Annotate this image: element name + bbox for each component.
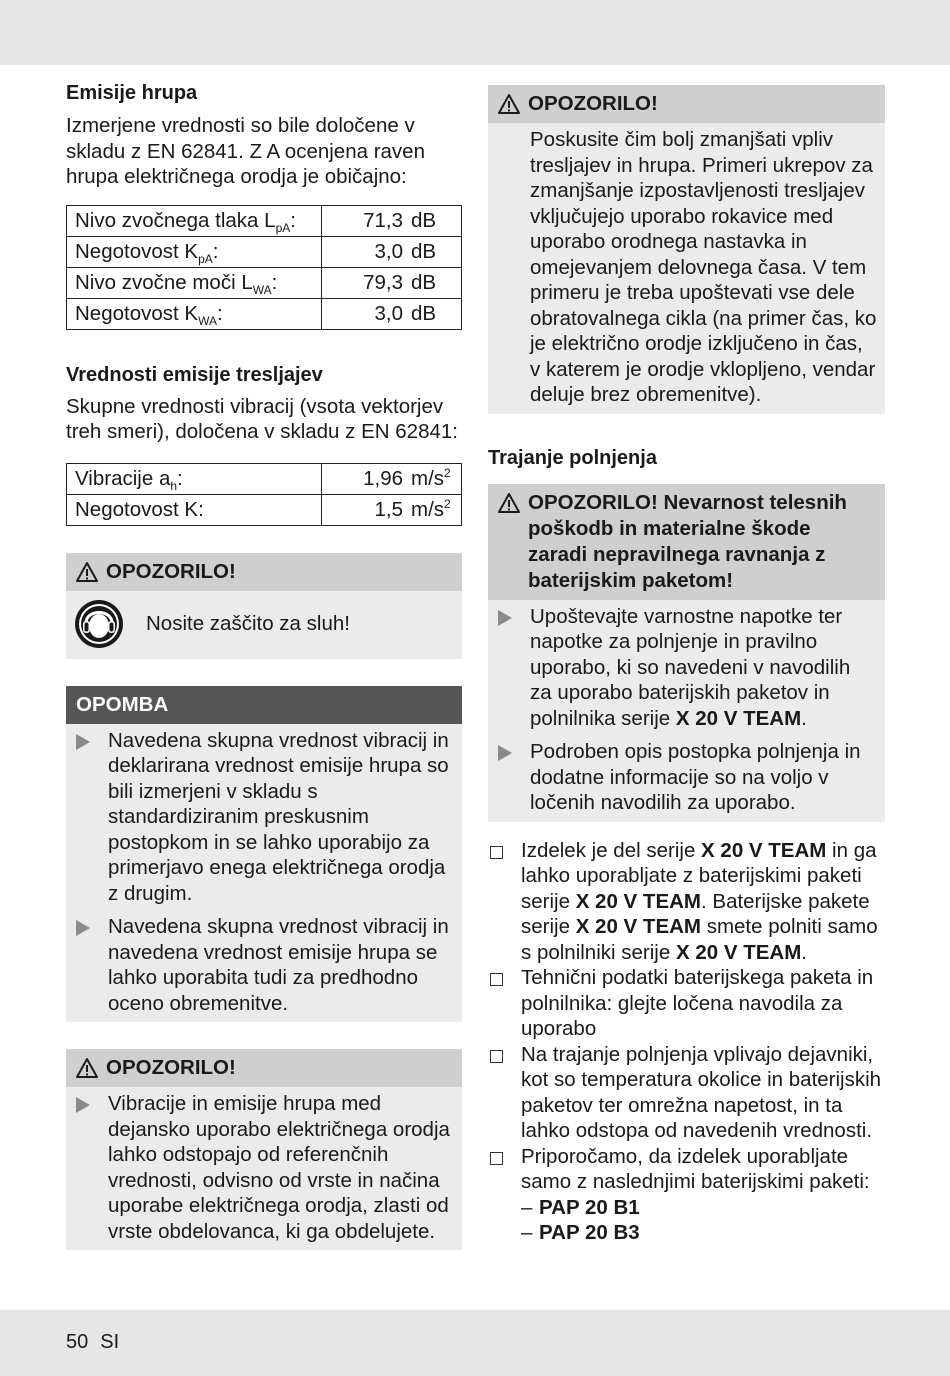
noise-heading: Emisije hrupa xyxy=(66,82,198,104)
checkbox-bullet-icon xyxy=(490,846,503,859)
right-column xyxy=(488,85,885,1246)
hearing-protection-icon xyxy=(74,599,124,649)
noise-table xyxy=(66,205,462,330)
arrow-bullet-icon xyxy=(498,745,512,761)
battery-pack-item: – PAP 20 B3 xyxy=(521,1221,640,1244)
list-item xyxy=(488,838,885,966)
list-item xyxy=(498,604,877,732)
table-cell-label: Nivo zvočnega tlaka $L_{pA}$: xyxy=(67,205,322,236)
warning-text: Vibracije in emisije hrupa med dejansko uporabo električnega orodja lahko odstopajo od referenčnih vrednosti, odvisno od vrste in načina uporabe električnega orodja, zlasti od vrste obdelovanca, ki ga obdelujete. xyxy=(108,1092,450,1243)
checkbox-bullet-icon xyxy=(490,1050,503,1063)
warning-item-text: Upoštevajte varnostne napotke ter napotke za polnjenje in pravilno uporabo, ki so navedeni v navodilih za uporabo baterijskih paketov in polnilnika serije X 20 V TEAM. xyxy=(530,604,851,730)
table-cell-label: Nivo zvočne moči $L_{WA}$: xyxy=(67,267,322,298)
footer-band xyxy=(0,1310,950,1376)
page-number: 50 xyxy=(66,1331,89,1353)
list-item-text: Izdelek je del serije X 20 V TEAM in ga lahko uporabljate z baterijskimi paketi serije X 20 V TEAM. Baterijske pakete serije X 20 V TEAM smete polniti samo s polnilniki serije X 20 V TEAM. xyxy=(521,838,878,964)
list-item xyxy=(488,1144,885,1246)
table-row xyxy=(67,236,462,267)
page-footer xyxy=(66,1330,131,1356)
warning-triangle-icon xyxy=(498,93,520,115)
list-item xyxy=(498,739,877,816)
arrow-bullet-icon xyxy=(76,1097,90,1113)
warning-header xyxy=(66,1049,462,1087)
note-title: OPOMBA xyxy=(76,692,169,716)
list-item xyxy=(488,965,885,1042)
table-row xyxy=(67,463,462,494)
language-code: SI xyxy=(100,1331,120,1353)
warning-item-text: Podroben opis postopka polnjenja in dodatne informacije so na voljo v ločenih navodilih za uporabo. xyxy=(530,740,861,814)
warning-header xyxy=(488,484,885,600)
arrow-bullet-icon xyxy=(76,734,90,750)
table-row xyxy=(67,205,462,236)
noise-intro: Izmerjene vrednosti so bile določene v skladu z EN 62841. Z A ocenjena raven hrupa električnega orodja je običajno: xyxy=(66,114,425,188)
list-item-text: Priporočamo, da izdelek uporabljate samo z naslednjimi baterijskimi paketi: xyxy=(521,1144,870,1193)
vibration-warning-box xyxy=(66,1049,462,1250)
table-cell-label: Negotovost $K_{pA}$: xyxy=(67,236,322,267)
warning-title: OPOZORILO! Nevarnost telesnih poškodb in materialne škode zaradi nepravilnega ravnanja z baterijskim paketom! xyxy=(528,490,847,592)
table-row xyxy=(67,298,462,329)
list-item xyxy=(76,728,454,907)
table-cell-value: 1,5 $m/s^2$ xyxy=(322,494,462,525)
note-item-text: Navedena skupna vrednost vibracij in navedena vrednost emisije hrupa se lahko uporabita tudi za predhodno oceno obremenitve. xyxy=(108,915,449,1015)
warning-triangle-icon xyxy=(76,1057,98,1079)
info-list xyxy=(488,838,885,1246)
left-column xyxy=(66,80,462,1250)
warning-triangle-icon xyxy=(76,561,98,583)
vibration-heading: Vrednosti emisije tresljajev xyxy=(66,363,323,386)
top-band xyxy=(0,0,950,65)
list-item-text: Tehnični podatki baterijskega paketa in polnilnika: glejte ločena navodila za uporabo xyxy=(521,966,874,1040)
warning-header xyxy=(488,85,885,123)
hearing-warning-text: Nosite zaščito za sluh! xyxy=(146,611,350,635)
table-cell-label: Negotovost K: xyxy=(67,494,322,525)
warning-title: OPOZORILO! xyxy=(106,559,236,583)
list-item-text: Na trajanje polnjenja vplivajo dejavniki, kot so temperatura okolice in baterijskih paketov ter omrežna napetost, in ta lahko odstopa od navedenih vrednosti. xyxy=(521,1042,882,1142)
table-cell-value: 3,0 dB xyxy=(322,236,462,267)
note-item-text: Navedena skupna vrednost vibracij in deklarirana vrednost emisije hrupa so bili izmerjeni v skladu s standardiziranim preskusnim postopkom in se lahko uporabijo za primerjavo enega električnega orodja z drugim. xyxy=(108,728,449,905)
list-item xyxy=(488,1042,885,1144)
list-item xyxy=(76,914,454,1016)
charging-warning-box xyxy=(488,484,885,822)
note-box xyxy=(66,686,462,1023)
battery-pack-item: – PAP 20 B1 xyxy=(521,1195,640,1219)
table-cell-value: 79,3 dB xyxy=(322,267,462,298)
warning-title: OPOZORILO! xyxy=(528,92,658,115)
arrow-bullet-icon xyxy=(76,920,90,936)
arrow-bullet-icon xyxy=(498,610,512,626)
reduce-warning-box xyxy=(488,85,885,414)
warning-title: OPOZORILO! xyxy=(106,1056,236,1079)
table-cell-value: 3,0 dB xyxy=(322,298,462,329)
table-cell-label: Vibracije $a_h$: xyxy=(67,463,322,494)
vibration-table xyxy=(66,463,462,526)
table-cell-value: 71,3 dB xyxy=(322,205,462,236)
note-header xyxy=(66,686,462,724)
table-row xyxy=(67,494,462,525)
warning-text: Poskusite čim bolj zmanjšati vpliv tresljajev in hrupa. Primeri ukrepov za zmanjšanje izpostavljenosti tresljajev vključujejo uporabo rokavice med uporabo orodnega nastavka in omejevanjem delovnega časa. V tem primeru je treba upoštevati vse dele obratovalnega cikla (na primer čas, ko je električno orodje izključeno in čas, v katerem je orodje vklopljeno, vendar deluje brez obremenitve). xyxy=(530,128,877,406)
list-item xyxy=(76,1091,454,1244)
hearing-warning-box xyxy=(66,553,462,659)
checkbox-bullet-icon xyxy=(490,973,503,986)
vibration-intro: Skupne vrednosti vibracij (vsota vektorjev treh smeri), določena v skladu z EN 62841: xyxy=(66,394,458,443)
warning-triangle-icon xyxy=(498,492,520,514)
table-cell-label: Negotovost $K_{WA}$: xyxy=(67,298,322,329)
checkbox-bullet-icon xyxy=(490,1152,503,1165)
charging-heading: Trajanje polnjenja xyxy=(488,446,657,469)
warning-header xyxy=(66,553,462,591)
table-cell-value: 1,96 $m/s^2$ xyxy=(322,463,462,494)
table-row xyxy=(67,267,462,298)
